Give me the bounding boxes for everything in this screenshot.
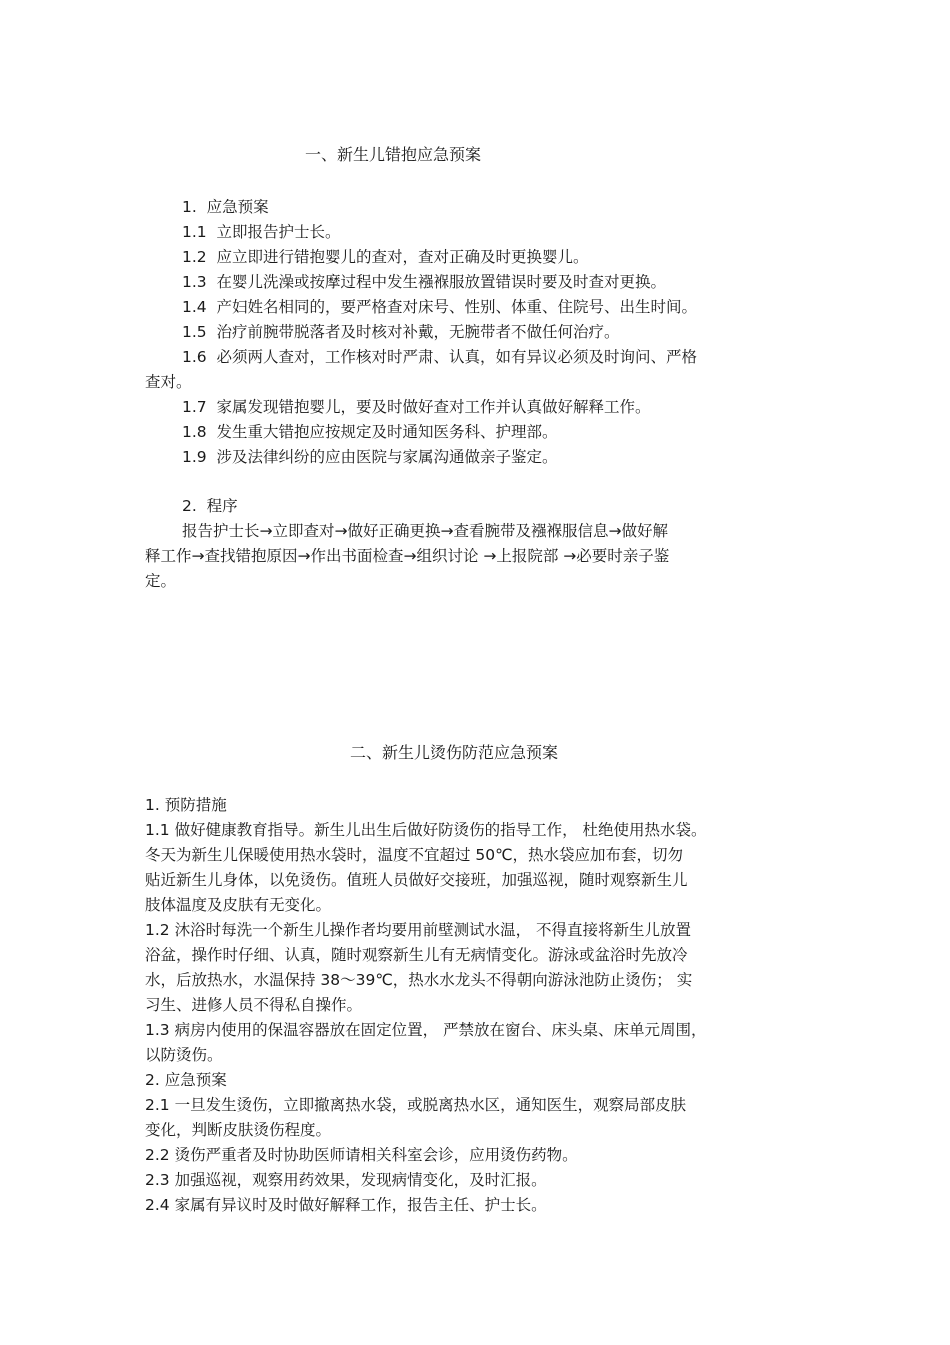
section1-procedure xyxy=(145,494,810,594)
section2-line: 2.2 烫伤严重者及时协助医师请相关科室会诊，应用烫伤药物。 xyxy=(145,1146,578,1164)
section1-item: 1.7 家属发现错抱婴儿，要及时做好查对工作并认真做好解释工作。 xyxy=(182,398,651,416)
section2-line: 水，后放热水，水温保持 38～39℃，热水水龙头不得朝向游泳池防止烫伤； 实 xyxy=(145,971,693,989)
section1-item: 1.6 必须两人查对，工作核对时严肃、认真，如有异议必须及时询问、严格 xyxy=(182,348,698,366)
section2-line: 2. 应急预案 xyxy=(145,1071,227,1089)
section2-line: 2.4 家属有异议时及时做好解释工作，报告主任、护士长。 xyxy=(145,1196,547,1214)
procedure-line: 定。 xyxy=(145,572,177,590)
section2-line: 2.1 一旦发生烫伤，立即撤离热水袋，或脱离热水区，通知医生，观察局部皮肤 xyxy=(145,1096,687,1114)
section1-item: 1.3 在婴儿洗澡或按摩过程中发生襁褓服放置错误时要及时查对更换。 xyxy=(182,273,667,291)
section2-line: 贴近新生儿身体，以免烫伤。值班人员做好交接班，加强巡视，随时观察新生儿 xyxy=(145,871,688,889)
section1-item: 1.5 治疗前腕带脱落者及时核对补戴，无腕带者不做任何治疗。 xyxy=(182,323,620,341)
section2-line: 以防烫伤。 xyxy=(145,1046,223,1064)
section2-line: 浴盆，操作时仔细、认真，随时观察新生儿有无病情变化。游泳或盆浴时先放冷 xyxy=(145,946,688,964)
section2-line: 2.3 加强巡视，观察用药效果，发现病情变化，及时汇报。 xyxy=(145,1171,547,1189)
section2-title: 二、新生儿烫伤防范应急预案 xyxy=(350,743,559,762)
section1-item: 1.8 发生重大错抱应按规定及时通知医务科、护理部。 xyxy=(182,423,558,441)
section1-item: 1.2 应立即进行错抱婴儿的查对，查对正确及时更换婴儿。 xyxy=(182,248,589,266)
section2-line: 习生、进修人员不得私自操作。 xyxy=(145,996,363,1014)
section2-line: 肢体温度及皮肤有无变化。 xyxy=(145,896,332,914)
section1-heading-emergency-plan: 1. 应急预案 xyxy=(182,198,269,216)
section2-line: 1.2 沐浴时每洗一个新生儿操作者均要用前壁测试水温， 不得直接将新生儿放置 xyxy=(145,921,692,939)
section1-item: 1.1 立即报告护士长。 xyxy=(182,223,341,241)
section2-line: 1.1 做好健康教育指导。新生儿出生后做好防烫伤的指导工作， 杜绝使用热水袋。 xyxy=(145,821,707,839)
section1-item: 1.9 涉及法律纠纷的应由医院与家属沟通做亲子鉴定。 xyxy=(182,448,558,466)
section2-line: 变化，判断皮肤烫伤程度。 xyxy=(145,1121,332,1139)
section1-body xyxy=(145,195,810,470)
section2-line: 冬天为新生儿保暖使用热水袋时，温度不宜超过 50℃，热水袋应加布套，切勿 xyxy=(145,846,684,864)
section1-title: 一、新生儿错抱应急预案 xyxy=(305,145,482,164)
section2-line: 1. 预防措施 xyxy=(145,796,227,814)
procedure-line: 报告护士长→立即查对→做好正确更换→查看腕带及襁褓服信息→做好解 xyxy=(182,522,668,540)
section2-body xyxy=(145,793,810,1218)
section1-item: 1.4 产妇姓名相同的，要严格查对床号、性别、体重、住院号、出生时间。 xyxy=(182,298,698,316)
section1-heading-procedure: 2. 程序 xyxy=(182,497,238,515)
procedure-line: 释工作→查找错抱原因→作出书面检查→组织讨论 →上报院部 →必要时亲子鉴 xyxy=(145,547,670,565)
section1-item-continuation: 查对。 xyxy=(145,373,192,391)
section2-line: 1.3 病房内使用的保温容器放在固定位置， 严禁放在窗台、床头桌、床单元周围， xyxy=(145,1021,707,1039)
